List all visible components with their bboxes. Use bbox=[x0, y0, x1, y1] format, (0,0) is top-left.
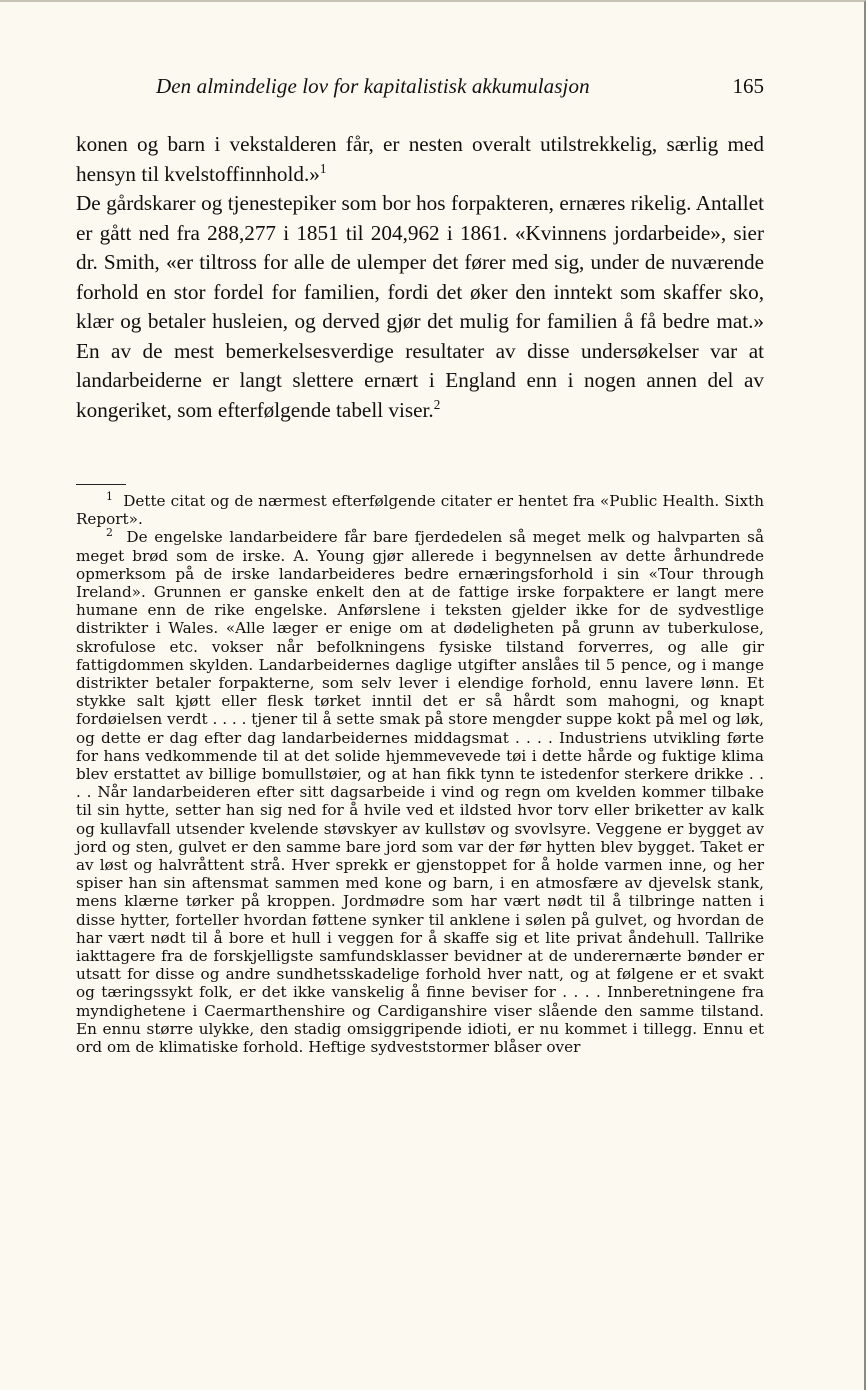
footnote-reference: 2 bbox=[433, 396, 441, 412]
paragraph-text: konen og barn i vekstalderen får, er nesten overalt utilstrekkelig, særlig med hensyn til kvelstoffinnhold.» bbox=[76, 132, 764, 186]
footnote-divider bbox=[76, 484, 126, 485]
footnotes bbox=[76, 489, 765, 1057]
page-header bbox=[76, 74, 764, 104]
running-title: Den almindelige lov for kapitalistisk akkumulasjon bbox=[156, 74, 590, 98]
footnote-reference: 1 bbox=[319, 160, 327, 176]
main-text bbox=[76, 130, 764, 425]
footnote bbox=[76, 528, 764, 1056]
footnote bbox=[76, 489, 765, 529]
footnote-marker: 2 bbox=[106, 526, 113, 540]
paragraph bbox=[76, 130, 764, 189]
footnote-text: Dette citat og de nærmest efterfølgende citater er hentet fra «Public Health. Sixth Report». bbox=[76, 492, 765, 529]
paragraph bbox=[76, 189, 764, 425]
footnote-marker: 1 bbox=[106, 489, 113, 503]
paragraph-text: De gårdskarer og tjenestepiker som bor hos forpakteren, ernæres rikelig. Antallet er gått ned fra 288,277 i 1851 til 204,962 i 1861. «Kvinnens jordarbeide», sier dr. Smith, «er tiltross for alle de ulemper det fører med sig, under de nuværende forhold en stor fordel for familien, fordi det øker den inntekt som skaffer sko, klær og betaler husleien, og derved gjør det mulig for familien å få bedre mat.» En av de mest bemerkelsesverdige resultater av disse undersøkelser var at landarbeiderne er langt slettere ernært i England enn i nogen annen del av kongeriket, som efterfølgende tabell viser. bbox=[76, 191, 764, 422]
footnote-text: De engelske landarbeidere får bare fjerdedelen så meget melk og halvparten så meget brød som de irske. A. Young gjør allerede i begynnelsen av dette århundrede opmerksom på de irske landarbeideres bedre ernæringsforhold i sin «Tour through Ireland». Grunnen er ganske enkelt den at de fattige irske forpaktere er langt mere humane enn de rike engelske. Anførslene i teksten gjelder ikke for de sydvestlige distrikter i Wales. «Alle læger er enige om at dødeligheten på grunn av tuberkulose, skrofulose etc. vokser når befolkningens fysiske tilstand forverres, og alle gir fattigdommen skylden. Landarbeidernes daglige utgifter anslåes til 5 pence, og i mange distrikter betaler forpakterne, som selv lever i elendige forhold, ennu lavere lønn. Et stykke salt kjøtt eller flesk tørket inntil det er så hårdt som mahogni, og knapt fordøielsen verdt . . . . tjener til å sette smak på store mengder suppe kokt på mel og løk, og dette er dag efter dag landarbeidernes middagsmat . . . . Industriens utvikling førte for hans vedkommende til at det solide hjemmevevede tøi i dette hårde og fuktige klima blev erstattet av billige bomullstøier, og at han fikk tynn te istedenfor sterkere drikke . . . . Når landarbeideren efter sitt dagsarbeide i vind og regn om kvelden kommer tilbake til sin hytte, setter han sig ned for å hvile ved et ildsted hvor torv eller briketter av kalk og kullavfall utsender kvelende støvskyer av kullstøv og svovlsyre. Veggene er bygget av jord og sten, gulvet er den samme bare jord som var der før hytten blev bygget. Taket er av løst og halvråttent strå. Hver sprekk er gjenstoppet for å holde varmen inne, og her spiser han sin aftensmat sammen med kone og barn, i en atmosfære av djevelsk stank, mens klærne tørker på kroppen. Jordmødre som har vært nødt til å tilbringe natten i disse hytter, forteller hvordan føttene synker til anklene i sølen på gulvet, og hvordan de har vært nødt til å bore et hull i veggen for å skaffe sig et lite privat åndehull. Tallrike iakttagere fra de forskjelligste samfundsklasser bevidner at de underernærte bønder er utsatt for disse og andre sundhetsskadelige forhold hver natt, og at følgene er et svakt og tæringssykt folk, er det ikke vanskelig å finne beviser for . . . . Innberetningene fra myndighetene i Caermarthenshire og Cardiganshire viser slående den samme tilstand. En ennu større ulykke, den stadig omsiggripende idioti, er nu kommet i tillegg. Ennu et ord om de klimatiske forhold. Heftige sydveststormer blåser over bbox=[76, 528, 764, 1057]
page-number: 165 bbox=[732, 74, 764, 98]
